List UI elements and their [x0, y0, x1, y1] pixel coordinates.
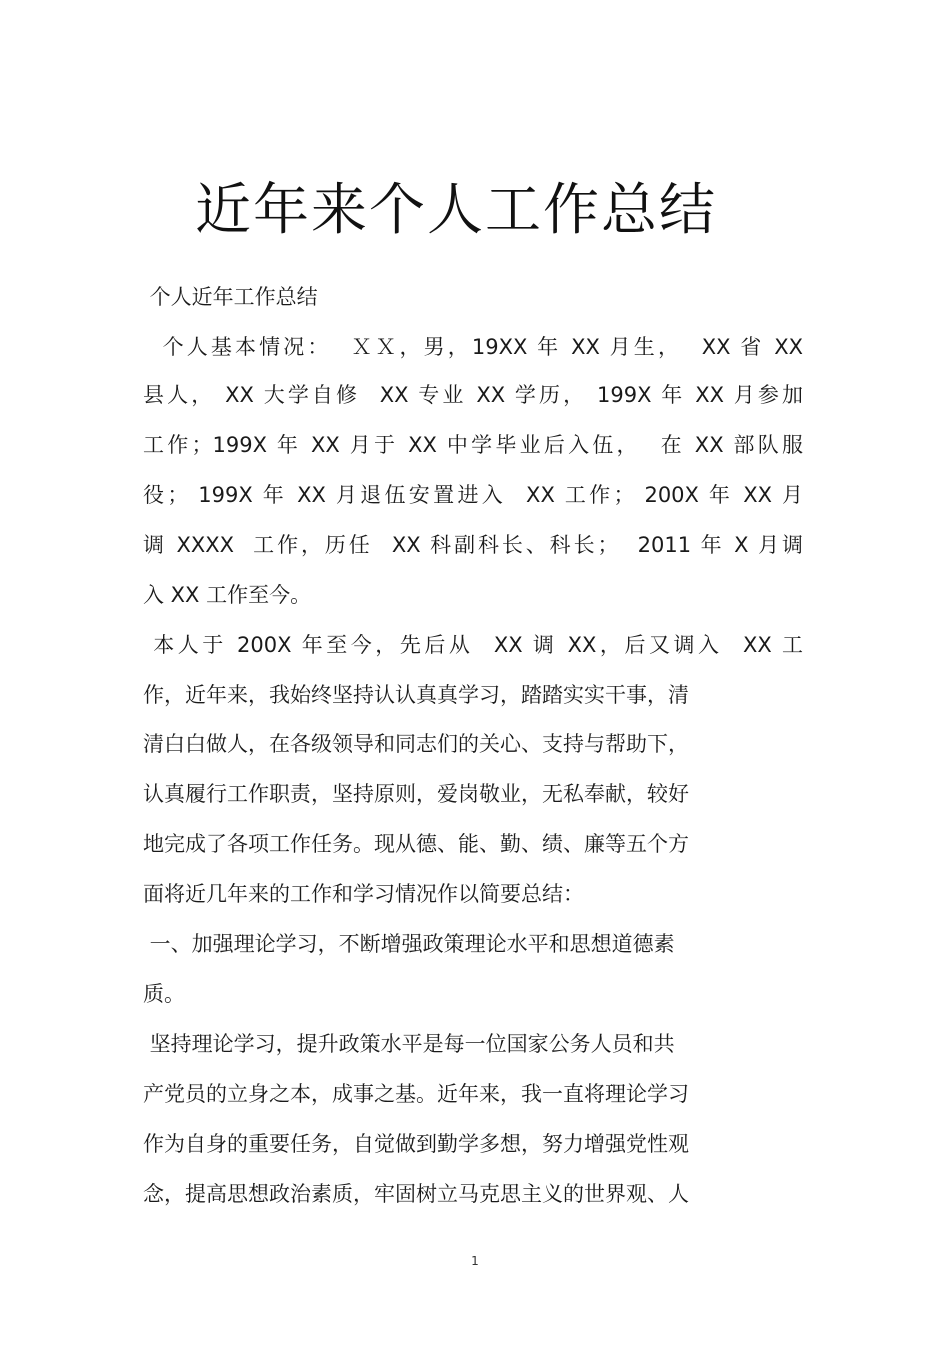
- text-line: 工作；199X 年 XX 月于 XX 中学毕业后入伍， 在 XX 部队服: [143, 433, 803, 457]
- text-line: 清白白做人，在各级领导和同志们的关心、支持与帮助下，: [143, 732, 689, 756]
- document-title: 近年来个人工作总结: [195, 178, 717, 243]
- text-line: 产党员的立身之本，成事之基。近年来，我一直将理论学习: [143, 1082, 689, 1106]
- text-line: 质。: [143, 982, 185, 1006]
- text-line: 县人， XX 大学自修 XX 专业 XX 学历， 199X 年 XX 月参加: [143, 383, 803, 407]
- text-line: 作，近年来，我始终坚持认认真真学习，踏踏实实干事，清: [143, 683, 689, 707]
- text-line: 役； 199X 年 XX 月退伍安置进入 XX 工作； 200X 年 XX 月: [143, 483, 803, 507]
- text-line: 面将近几年来的工作和学习情况作以简要总结：: [143, 882, 584, 906]
- text-line: 个人基本情况： ＸＸ，男，19XX 年 XX 月生， XX 省 XX: [143, 335, 803, 359]
- text-line: 个人近年工作总结: [143, 285, 318, 309]
- page-number: 1: [471, 1254, 479, 1268]
- text-line: 地完成了各项工作任务。现从德、能、勤、绩、廉等五个方: [143, 832, 689, 856]
- text-line: 认真履行工作职责，坚持原则，爱岗敬业，无私奉献，较好: [143, 782, 689, 806]
- text-line: 坚持理论学习，提升政策水平是每一位国家公务人员和共: [143, 1032, 675, 1056]
- text-line: 入 XX 工作至今。: [143, 583, 312, 607]
- text-line: 本人于 200X 年至今，先后从 XX 调 XX，后又调入 XX 工: [143, 633, 803, 657]
- text-line: 一、加强理论学习，不断增强政策理论水平和思想道德素: [143, 932, 675, 956]
- text-line: 念，提高思想政治素质，牢固树立马克思主义的世界观、人: [143, 1182, 689, 1206]
- text-line: 调 XXXX 工作，历任 XX 科副科长、科长； 2011 年 X 月调: [143, 533, 803, 557]
- text-line: 作为自身的重要任务，自觉做到勤学多想，努力增强党性观: [143, 1132, 689, 1156]
